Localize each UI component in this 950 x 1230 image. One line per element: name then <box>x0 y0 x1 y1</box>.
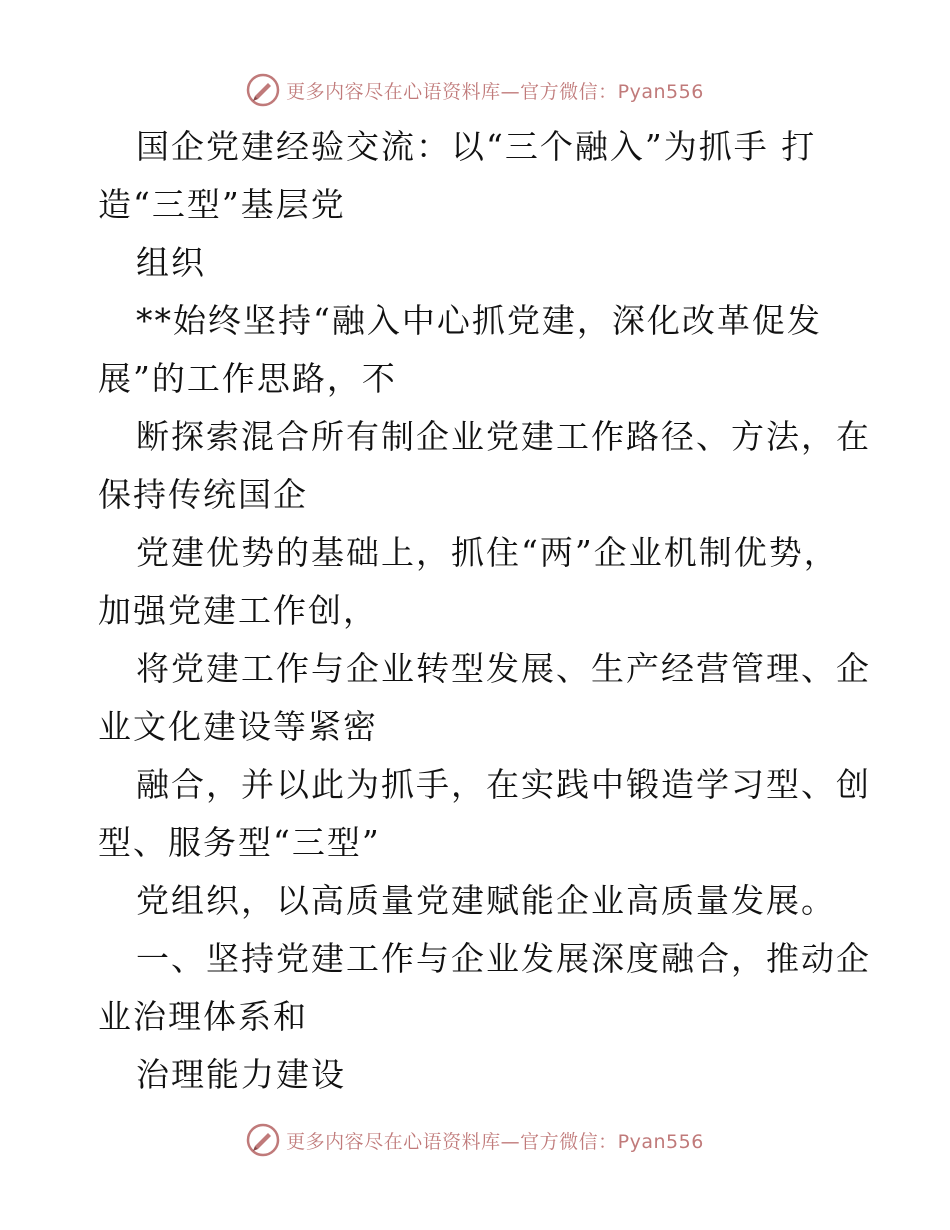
document-body <box>98 118 871 1104</box>
body-line: 将党建工作与企业转型发展、生产经营管理、企 <box>136 649 871 688</box>
body-line: 展”的工作思路，不 <box>98 359 397 398</box>
body-line: 党组织，以高质量党建赋能企业高质量发展。 <box>136 881 836 920</box>
body-line: 融合，并以此为抓手，在实践中锻造学习型、创 <box>136 765 871 804</box>
body-line: 业治理体系和 <box>98 997 308 1036</box>
header-banner-text: 更多内容尽在心语资料库—官方微信：Pyan556 <box>286 80 704 103</box>
body-line: **始终坚持“融入中心抓党建，深化改革促发 <box>136 301 822 340</box>
header-watermark-banner <box>0 70 950 110</box>
brand-logo-icon <box>246 73 280 107</box>
body-line: 保持传统国企 <box>98 475 308 514</box>
footer-banner-text: 更多内容尽在心语资料库—官方微信：Pyan556 <box>286 1130 704 1153</box>
body-line: 造“三型”基层党 <box>98 185 346 224</box>
body-line: 加强党建工作创， <box>98 591 378 630</box>
body-line: 一、坚持党建工作与企业发展深度融合，推动企 <box>136 939 871 978</box>
body-line: 党建优势的基础上，抓住“两”企业机制优势， <box>136 533 839 572</box>
body-line: 型、服务型“三型” <box>98 823 381 862</box>
body-line: 组织 <box>136 243 206 282</box>
body-line: 断探索混合所有制企业党建工作路径、方法，在 <box>136 417 871 456</box>
footer-watermark-banner <box>0 1120 950 1160</box>
body-line: 业文化建设等紧密 <box>98 707 378 746</box>
body-line: 国企党建经验交流：以“三个融入”为抓手 打 <box>136 127 817 166</box>
body-line: 治理能力建设 <box>136 1055 346 1094</box>
brand-logo-icon <box>246 1123 280 1157</box>
